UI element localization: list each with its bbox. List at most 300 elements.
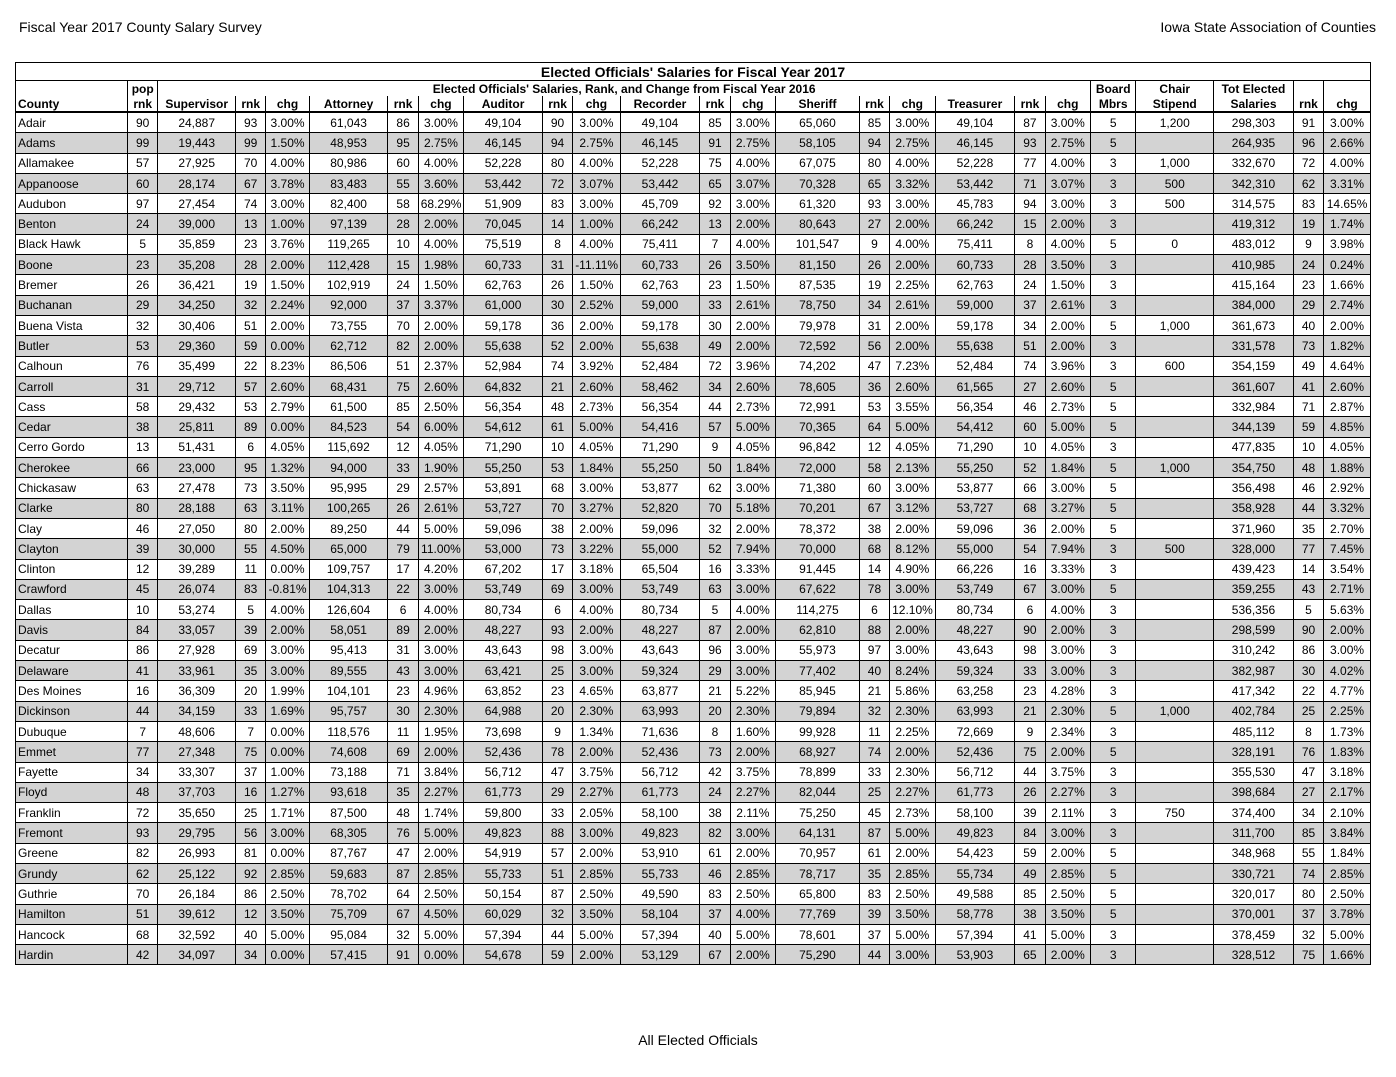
table-cell: 2.27% xyxy=(573,782,620,802)
table-cell: 58,462 xyxy=(620,376,700,396)
table-cell: 5 xyxy=(1090,417,1135,437)
table-cell: 2.75% xyxy=(1045,133,1090,153)
table-cell: 30,406 xyxy=(158,315,236,335)
table-cell: 2.50% xyxy=(266,884,309,904)
table-cell: 8.23% xyxy=(266,356,309,376)
table-cell: 4.28% xyxy=(1045,681,1090,701)
table-cell: 39 xyxy=(236,620,266,640)
column-header: chg xyxy=(1324,96,1371,112)
county-name-cell: Grundy xyxy=(16,863,128,883)
table-cell: 82,400 xyxy=(309,194,388,214)
table-cell: 4.64% xyxy=(1324,356,1371,376)
table-cell: 37 xyxy=(700,904,730,924)
table-cell: 2.30% xyxy=(1045,701,1090,721)
table-cell: 25,811 xyxy=(158,417,236,437)
table-cell: 53,727 xyxy=(464,498,543,518)
table-row xyxy=(16,133,1371,153)
table-cell: 2.73% xyxy=(730,397,775,417)
column-header: chg xyxy=(573,96,620,112)
table-cell: 52,228 xyxy=(620,153,700,173)
table-cell: 39,000 xyxy=(158,214,236,234)
table-cell: 35,650 xyxy=(158,803,236,823)
table-cell: 20 xyxy=(700,701,730,721)
table-cell: 7 xyxy=(128,721,158,741)
county-name-cell: Buchanan xyxy=(16,295,128,315)
table-cell: 63,877 xyxy=(620,681,700,701)
table-cell: 1.66% xyxy=(1324,275,1371,295)
table-cell: 1.84% xyxy=(573,458,620,478)
table-cell: 2.00% xyxy=(418,315,463,335)
table-cell: 3.33% xyxy=(1045,559,1090,579)
table-cell: 2.00% xyxy=(418,742,463,762)
table-cell: 2.17% xyxy=(1324,782,1371,802)
table-cell: 2.50% xyxy=(730,884,775,904)
table-cell: 115,692 xyxy=(309,437,388,457)
table-cell: 48,227 xyxy=(620,620,700,640)
table-cell: 37,703 xyxy=(158,782,236,802)
table-cell: 29 xyxy=(388,478,418,498)
table-cell: 70,957 xyxy=(776,843,860,863)
table-cell: 57,394 xyxy=(620,924,700,944)
table-cell: 3.22% xyxy=(573,539,620,559)
header-blank xyxy=(16,81,128,97)
table-cell: 40 xyxy=(859,661,889,681)
table-cell: 90 xyxy=(1293,620,1323,640)
table-cell: 419,312 xyxy=(1214,214,1294,234)
table-cell xyxy=(1136,498,1214,518)
table-cell: 4.77% xyxy=(1324,681,1371,701)
table-cell: 59,000 xyxy=(620,295,700,315)
table-cell: 55,000 xyxy=(935,539,1015,559)
table-cell: 5.00% xyxy=(573,924,620,944)
salary-table xyxy=(15,62,1371,965)
table-cell: 332,984 xyxy=(1214,397,1294,417)
table-cell: 9 xyxy=(1015,721,1045,741)
county-name-cell: Clayton xyxy=(16,539,128,559)
table-cell: 5.00% xyxy=(418,518,463,538)
table-cell: 7.45% xyxy=(1324,539,1371,559)
table-cell: 415,164 xyxy=(1214,275,1294,295)
table-cell: 10 xyxy=(1015,437,1045,457)
table-cell: 80,734 xyxy=(464,600,543,620)
table-cell: 2.60% xyxy=(266,376,309,396)
table-cell: 58,100 xyxy=(935,803,1015,823)
table-cell: 78,702 xyxy=(309,884,388,904)
table-cell: 6 xyxy=(859,600,889,620)
county-name-cell: Adams xyxy=(16,133,128,153)
table-cell: 2.75% xyxy=(418,133,463,153)
table-cell: 2.00% xyxy=(890,518,935,538)
table-cell: 87 xyxy=(1015,112,1045,133)
table-row xyxy=(16,620,1371,640)
table-cell: 29,432 xyxy=(158,397,236,417)
table-cell: 3 xyxy=(1090,356,1135,376)
table-cell: 3.00% xyxy=(1045,194,1090,214)
table-cell: 63 xyxy=(128,478,158,498)
table-cell: 2.60% xyxy=(1324,376,1371,396)
table-cell: 26 xyxy=(388,498,418,518)
table-cell: 1.00% xyxy=(266,762,309,782)
table-cell: 54,423 xyxy=(935,843,1015,863)
table-row xyxy=(16,234,1371,254)
table-cell: 80,734 xyxy=(935,600,1015,620)
table-cell: 65 xyxy=(700,173,730,193)
table-cell: 71 xyxy=(1015,173,1045,193)
table-cell: 3.00% xyxy=(890,194,935,214)
table-cell: 95,084 xyxy=(309,924,388,944)
table-cell: 80,643 xyxy=(776,214,860,234)
table-cell: 71,636 xyxy=(620,721,700,741)
table-cell: 54,612 xyxy=(464,417,543,437)
table-row xyxy=(16,275,1371,295)
table-cell: 63 xyxy=(700,579,730,599)
table-cell: 48,953 xyxy=(309,133,388,153)
table-cell: 85 xyxy=(859,112,889,133)
table-cell: 40 xyxy=(236,924,266,944)
table-row xyxy=(16,904,1371,924)
table-cell: 35,499 xyxy=(158,356,236,376)
table-cell: 34 xyxy=(128,762,158,782)
table-cell: 3.27% xyxy=(573,498,620,518)
table-cell: 6 xyxy=(1015,600,1045,620)
table-cell: 73 xyxy=(236,478,266,498)
table-cell: 45,709 xyxy=(620,194,700,214)
table-cell: 41 xyxy=(128,661,158,681)
table-cell: 3 xyxy=(1090,945,1135,965)
table-cell: 64,832 xyxy=(464,376,543,396)
table-cell: 3.50% xyxy=(266,904,309,924)
table-cell: 51 xyxy=(388,356,418,376)
table-cell: 2.50% xyxy=(890,884,935,904)
table-cell: 32 xyxy=(388,924,418,944)
table-cell: 2.30% xyxy=(730,701,775,721)
table-cell: 5.00% xyxy=(730,417,775,437)
table-cell: 47 xyxy=(388,843,418,863)
table-cell: 26 xyxy=(700,255,730,275)
table-cell: 2.00% xyxy=(1045,336,1090,356)
table-cell: 33,057 xyxy=(158,620,236,640)
table-cell: 2.00% xyxy=(1324,315,1371,335)
table-cell: 69 xyxy=(236,640,266,660)
table-cell: 51,431 xyxy=(158,437,236,457)
table-row xyxy=(16,863,1371,883)
table-cell: 5 xyxy=(1090,133,1135,153)
table-cell: 96 xyxy=(700,640,730,660)
table-cell: 77 xyxy=(1015,153,1045,173)
table-cell: 73,698 xyxy=(464,721,543,741)
table-row xyxy=(16,559,1371,579)
table-cell: 91,445 xyxy=(776,559,860,579)
table-cell: 48 xyxy=(542,397,572,417)
table-cell: 2.00% xyxy=(730,315,775,335)
table-cell: 96,842 xyxy=(776,437,860,457)
table-cell: 25 xyxy=(236,803,266,823)
table-row xyxy=(16,884,1371,904)
table-cell: 75,290 xyxy=(776,945,860,965)
table-cell: 39 xyxy=(859,904,889,924)
table-cell xyxy=(1136,721,1214,741)
table-cell: 48 xyxy=(128,782,158,802)
table-cell: 0.00% xyxy=(266,336,309,356)
table-cell: 26 xyxy=(542,275,572,295)
table-cell: 60 xyxy=(859,478,889,498)
table-cell: 73 xyxy=(700,742,730,762)
table-cell: 3.78% xyxy=(266,173,309,193)
table-cell: 58 xyxy=(128,397,158,417)
table-cell: 71 xyxy=(388,762,418,782)
table-cell: 53 xyxy=(236,397,266,417)
table-cell: 3.54% xyxy=(1324,559,1371,579)
table-cell: 64,988 xyxy=(464,701,543,721)
table-cell: 95,413 xyxy=(309,640,388,660)
table-cell: 2.00% xyxy=(1324,620,1371,640)
table-cell: 2.50% xyxy=(1324,884,1371,904)
table-cell: 3.07% xyxy=(573,173,620,193)
table-cell: 9 xyxy=(542,721,572,741)
table-cell: 2.30% xyxy=(890,762,935,782)
table-cell: 22 xyxy=(1293,681,1323,701)
table-cell: 66,226 xyxy=(935,559,1015,579)
table-cell: 3.00% xyxy=(418,112,463,133)
table-cell: 2.00% xyxy=(573,315,620,335)
table-cell: 48,227 xyxy=(464,620,543,640)
table-cell: 1.27% xyxy=(266,782,309,802)
table-cell xyxy=(1136,620,1214,640)
table-cell: 37 xyxy=(1293,904,1323,924)
table-cell: 63,421 xyxy=(464,661,543,681)
table-cell: 4.00% xyxy=(1045,153,1090,173)
table-cell: 95,757 xyxy=(309,701,388,721)
table-cell: 24 xyxy=(700,782,730,802)
table-cell: 90 xyxy=(542,112,572,133)
table-cell: 3.00% xyxy=(573,579,620,599)
table-cell: 53,877 xyxy=(935,478,1015,498)
column-header: Mbrs xyxy=(1090,96,1135,112)
table-cell: 29,360 xyxy=(158,336,236,356)
table-cell: 74 xyxy=(1293,863,1323,883)
table-cell: 44 xyxy=(542,924,572,944)
table-cell: 97,139 xyxy=(309,214,388,234)
table-cell: 32 xyxy=(1293,924,1323,944)
table-cell: 14 xyxy=(542,214,572,234)
table-cell: 32 xyxy=(700,518,730,538)
table-cell: 55,250 xyxy=(935,458,1015,478)
table-cell: 1.84% xyxy=(1045,458,1090,478)
table-cell xyxy=(1136,437,1214,457)
table-cell: 85 xyxy=(1293,823,1323,843)
table-cell: 1,000 xyxy=(1136,701,1214,721)
table-cell: 68 xyxy=(542,478,572,498)
table-cell: 1.50% xyxy=(418,275,463,295)
table-row xyxy=(16,803,1371,823)
table-cell: 78 xyxy=(859,579,889,599)
table-cell: 3 xyxy=(1090,153,1135,173)
table-cell: 53,910 xyxy=(620,843,700,863)
table-cell: 69 xyxy=(388,742,418,762)
table-cell: 25 xyxy=(542,661,572,681)
table-row xyxy=(16,194,1371,214)
table-cell: 33 xyxy=(236,701,266,721)
table-cell: 43,643 xyxy=(935,640,1015,660)
table-cell: 24 xyxy=(1015,275,1045,295)
table-cell: 41 xyxy=(1293,376,1323,396)
table-cell: 2.27% xyxy=(730,782,775,802)
table-cell: 90 xyxy=(128,112,158,133)
table-cell: 2.50% xyxy=(418,884,463,904)
table-cell: 4.00% xyxy=(418,600,463,620)
table-row xyxy=(16,173,1371,193)
table-cell: 31 xyxy=(542,255,572,275)
county-name-cell: Des Moines xyxy=(16,681,128,701)
table-cell: 1.90% xyxy=(418,458,463,478)
table-cell: 2.00% xyxy=(890,315,935,335)
table-cell: 0.00% xyxy=(418,945,463,965)
table-cell: 80 xyxy=(128,498,158,518)
table-cell: 59 xyxy=(236,336,266,356)
county-name-cell: Hamilton xyxy=(16,904,128,924)
table-cell: 74 xyxy=(236,194,266,214)
table-cell: 3.00% xyxy=(573,640,620,660)
table-row xyxy=(16,458,1371,478)
table-cell: 485,112 xyxy=(1214,721,1294,741)
table-cell: 3 xyxy=(1090,782,1135,802)
table-cell: 72,669 xyxy=(935,721,1015,741)
table-cell: 4.00% xyxy=(890,153,935,173)
header-blank xyxy=(1324,81,1371,97)
table-cell: 21 xyxy=(859,681,889,701)
table-cell: 4.96% xyxy=(418,681,463,701)
table-cell: 5.63% xyxy=(1324,600,1371,620)
table-cell: 2.50% xyxy=(573,884,620,904)
table-row xyxy=(16,478,1371,498)
table-cell: 51 xyxy=(128,904,158,924)
table-cell: 55,734 xyxy=(935,863,1015,883)
table-cell: 3 xyxy=(1090,336,1135,356)
column-header: County xyxy=(16,96,128,112)
table-cell: 3 xyxy=(1090,539,1135,559)
table-cell: 86 xyxy=(388,112,418,133)
table-cell: 4.20% xyxy=(418,559,463,579)
table-cell: 311,700 xyxy=(1214,823,1294,843)
table-cell: 66,242 xyxy=(935,214,1015,234)
table-cell: 99,928 xyxy=(776,721,860,741)
table-cell: 28 xyxy=(1015,255,1045,275)
table-cell: 26,993 xyxy=(158,843,236,863)
table-cell: 3 xyxy=(1090,275,1135,295)
table-cell: 19 xyxy=(1293,214,1323,234)
table-cell: 58 xyxy=(859,458,889,478)
table-row xyxy=(16,336,1371,356)
table-cell: 1.95% xyxy=(418,721,463,741)
table-cell xyxy=(1136,843,1214,863)
table-cell: 27,454 xyxy=(158,194,236,214)
table-cell: 112,428 xyxy=(309,255,388,275)
table-cell: 70 xyxy=(128,884,158,904)
table-cell: 3 xyxy=(1090,600,1135,620)
table-cell: 3.00% xyxy=(730,640,775,660)
table-cell: 2.00% xyxy=(730,214,775,234)
table-cell: 59,178 xyxy=(464,315,543,335)
table-cell: 5.00% xyxy=(418,924,463,944)
table-cell: 51 xyxy=(1015,336,1045,356)
table-cell: 67 xyxy=(1015,579,1045,599)
table-cell xyxy=(1136,275,1214,295)
table-cell: 10 xyxy=(388,234,418,254)
table-cell: 6 xyxy=(542,600,572,620)
table-cell: 5 xyxy=(1090,863,1135,883)
table-cell: 374,400 xyxy=(1214,803,1294,823)
table-cell: 66,242 xyxy=(620,214,700,234)
table-cell: 73,755 xyxy=(309,315,388,335)
table-cell: 81 xyxy=(236,843,266,863)
table-cell: 60 xyxy=(128,173,158,193)
table-cell: 54 xyxy=(1015,539,1045,559)
table-cell: 54 xyxy=(388,417,418,437)
header-board: Board xyxy=(1090,81,1135,97)
table-cell: 1.88% xyxy=(1324,458,1371,478)
table-cell: 27 xyxy=(1015,376,1045,396)
page-footer: All Elected Officials xyxy=(638,1032,758,1048)
table-cell: 5.18% xyxy=(730,498,775,518)
table-cell: 3.00% xyxy=(890,945,935,965)
table-cell: 9 xyxy=(1293,234,1323,254)
table-cell: 2.75% xyxy=(890,133,935,153)
table-cell: 52,436 xyxy=(464,742,543,762)
table-cell: 3.00% xyxy=(890,112,935,133)
table-cell: 24,887 xyxy=(158,112,236,133)
table-cell: 8 xyxy=(1293,721,1323,741)
table-cell: 59,324 xyxy=(620,661,700,681)
table-cell: 4.05% xyxy=(890,437,935,457)
table-cell: 50 xyxy=(700,458,730,478)
table-cell: 93 xyxy=(542,620,572,640)
column-header: Attorney xyxy=(309,96,388,112)
table-cell: 2.00% xyxy=(890,742,935,762)
table-cell: 59 xyxy=(542,945,572,965)
table-cell: 4.00% xyxy=(730,600,775,620)
table-cell: 356,498 xyxy=(1214,478,1294,498)
table-cell: 25 xyxy=(859,782,889,802)
table-cell: 19 xyxy=(236,275,266,295)
table-cell: 2.00% xyxy=(1045,742,1090,762)
table-cell: 31 xyxy=(388,640,418,660)
table-cell: 13 xyxy=(128,437,158,457)
table-cell: 2.00% xyxy=(730,945,775,965)
table-cell: 27,478 xyxy=(158,478,236,498)
county-name-cell: Clay xyxy=(16,518,128,538)
column-header: chg xyxy=(1045,96,1090,112)
table-row xyxy=(16,153,1371,173)
table-cell: 72 xyxy=(1293,153,1323,173)
table-cell: 3.50% xyxy=(730,255,775,275)
table-cell: 92,000 xyxy=(309,295,388,315)
table-cell: 92 xyxy=(236,863,266,883)
table-cell: 2.61% xyxy=(890,295,935,315)
table-cell: 62,763 xyxy=(935,275,1015,295)
table-cell: 26 xyxy=(1015,782,1045,802)
table-cell: 2.85% xyxy=(890,863,935,883)
table-cell: 7.94% xyxy=(1045,539,1090,559)
table-cell: 310,242 xyxy=(1214,640,1294,660)
table-cell: 56,712 xyxy=(935,762,1015,782)
table-cell: 44 xyxy=(700,397,730,417)
table-cell: 63,258 xyxy=(935,681,1015,701)
table-cell xyxy=(1136,214,1214,234)
county-name-cell: Benton xyxy=(16,214,128,234)
county-name-cell: Chickasaw xyxy=(16,478,128,498)
table-cell: 48,606 xyxy=(158,721,236,741)
table-cell: 2.75% xyxy=(730,133,775,153)
